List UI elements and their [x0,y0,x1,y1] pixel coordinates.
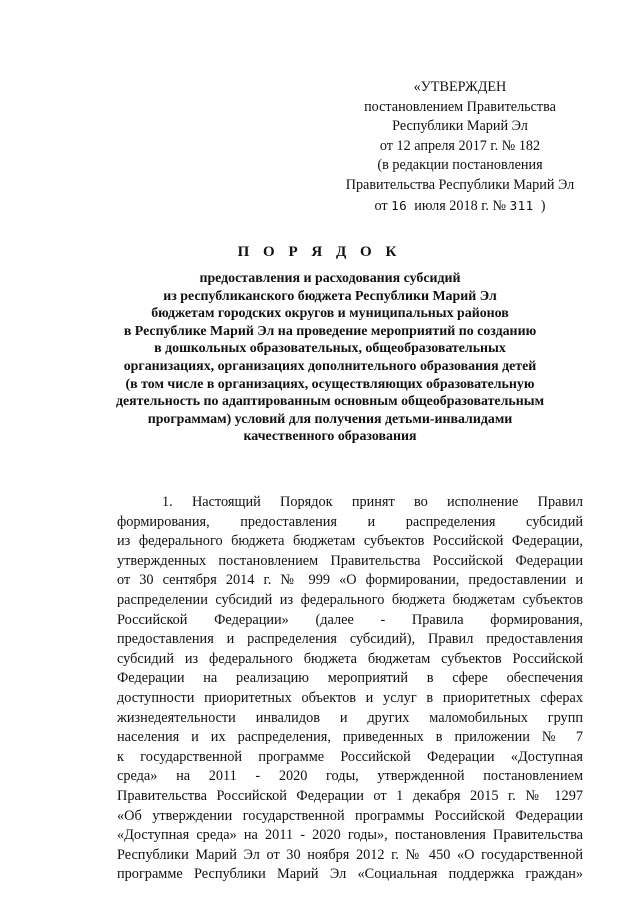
body-line: программе Республики Марий Эл «Социальная поддержка граждан» [117,866,583,883]
body-line: к государственной программе Российской Федерации «Доступная [117,748,583,765]
approval-date-middle: июля 2018 г. № [414,197,507,214]
subtitle-line: организациях, организациях дополнительного образования детей [123,358,537,374]
body-line: Правительства Российской Федерации от 1 декабря 2015 г. № 1297 [117,787,583,804]
body-line: жизнедеятельности инвалидов и других маломобильных групп [117,709,583,726]
body-line: «Доступная среда» на 2011 - 2020 годы», постановления Правительства [117,827,583,844]
body-line: Федерации на реализацию мероприятий в сфере обеспечения [117,670,583,687]
body-line: 1. Настоящий Порядок принят во исполнение Правил [162,494,583,510]
body-paragraph [117,493,583,885]
approval-line: Правительства Республики Марий Эл [345,176,575,193]
approval-line: (в редакции постановления [377,157,543,174]
subtitle-line: программам) условий для получения детьми-инвалидами [147,411,513,427]
approval-date-suffix: ) [540,197,546,214]
body-line: от 30 сентября 2014 г. № 999 «О формировании, предоставлении и [117,572,583,589]
approval-date-day: 16 [391,197,408,213]
approval-line: постановлением Правительства [364,98,556,115]
subtitle-line: (в том числе в организациях, осуществляющих образовательную [125,376,535,392]
document-title: П О Р Я Д О К [237,244,402,260]
body-line: Российской Федерации» (далее - Правила формирования, [117,611,583,628]
body-line: распределении субсидий из федерального бюджета бюджетам субъектов [117,591,583,608]
subtitle-line: предоставления и расходования субсидий [199,271,461,286]
body-line: предоставления и распределения субсидий), Правил предоставления [117,631,583,648]
body-line: доступности приоритетных объектов и услуг в приоритетных сферах [117,689,583,706]
approval-line: Республики Марий Эл [392,118,528,135]
approval-line: от 12 апреля 2017 г. № 182 [379,137,541,154]
body-line: из федерального бюджета бюджетам субъектов Российской Федерации, [117,533,583,550]
subtitle-line: деятельность по адаптированным основным общеобразовательным [115,394,545,410]
approval-stamp-block [330,78,590,216]
body-line: субсидий из федерального бюджета бюджетам субъектов Российской [117,650,583,667]
body-line: формирования, предоставления и распределения субсидий [117,513,583,530]
approval-date-number: 311 [509,197,534,213]
subtitle-line: в дошкольных образовательных, общеобразовательных [154,341,506,357]
approval-line: «УТВЕРЖДЕН [413,79,507,95]
subtitle-line: из республиканского бюджета Республики Марий Эл [163,288,497,304]
body-line: среда» на 2011 - 2020 годы, утвержденной постановлением [117,768,583,785]
body-line: утвержденных постановлением Правительства Российской Федерации [117,552,583,569]
document-subtitle [70,270,590,446]
approval-date-line [330,196,590,217]
subtitle-line: в Республике Марий Эл на проведение мероприятий по созданию [123,323,537,339]
body-line: «Об утверждении государственной программы Российской Федерации [117,807,583,824]
body-line: населения и их распределения, приведенных в приложении № 7 [117,729,583,746]
subtitle-line: бюджетам городских округов и муниципальных районов [151,306,509,322]
subtitle-line: качественного образования [243,429,417,445]
approval-date-prefix: от [374,197,388,214]
body-line: Республики Марий Эл от 30 ноября 2012 г. № 450 «О государственной [117,846,583,863]
